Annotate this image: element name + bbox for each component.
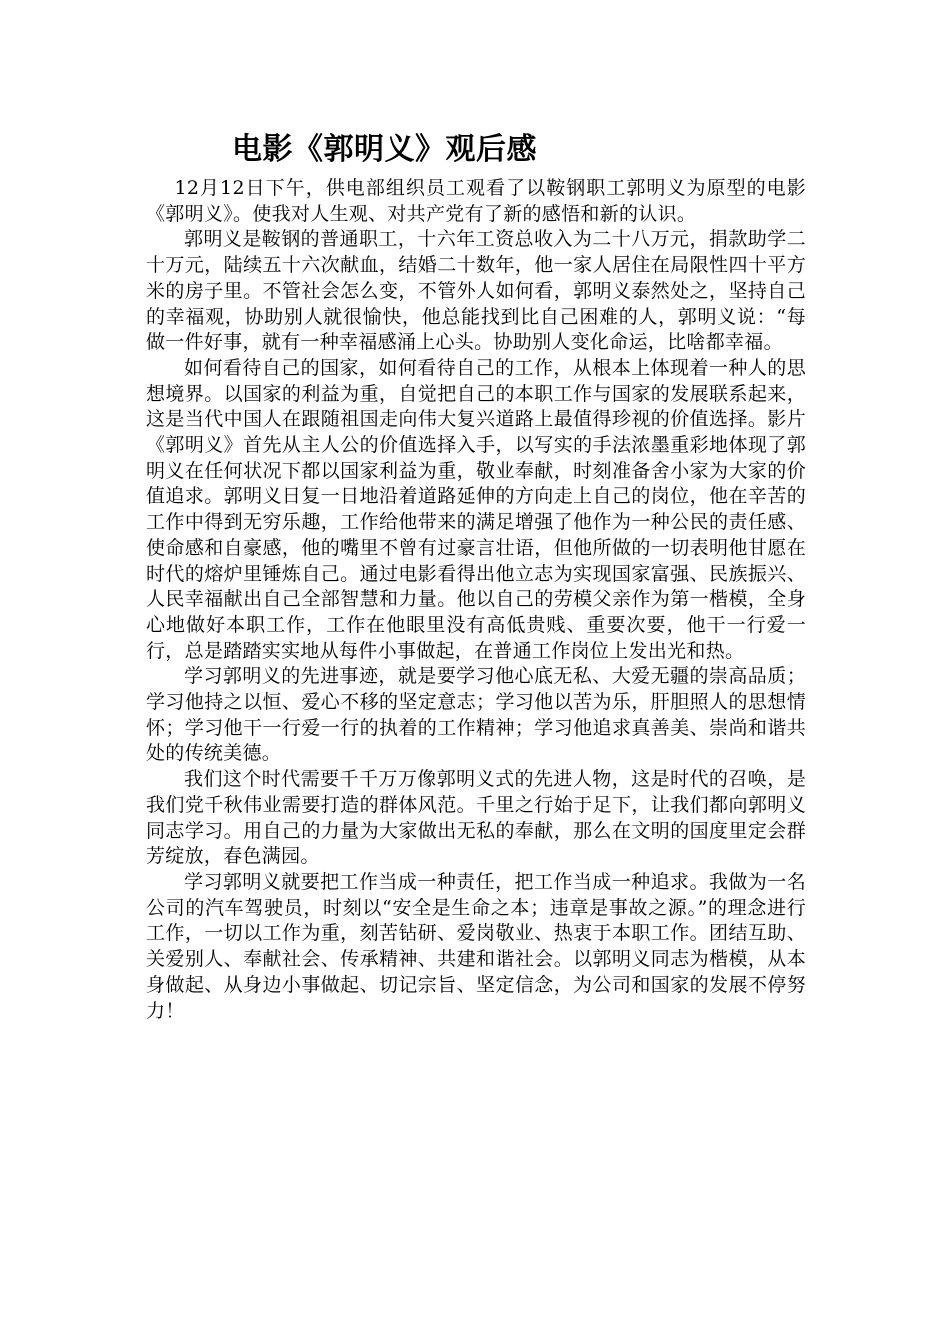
- paragraph-values: 如何看待自己的国家，如何看待自己的工作，从根本上体现着一种人的思想境界。以国家的利益为重，自觉把自己的本职工作与国家的发展联系起来，这是当代中国人在跟随祖国走向伟大复兴道路上最值得珍视的价值选择。影片《郭明义》首先从主人公的价值选择入手，以写实的手法浓墨重彩地体现了郭明义在任何状况下都以国家利益为重，敬业奉献，时刻准备舍小家为大家的价值追求。郭明义日复一日地沿着道路延伸的方向走上自己的岗位，他在辛苦的工作中得到无穷乐趣，工作给他带来的满足增强了他作为一种公民的责任感、使命感和自豪感，他的嘴里不曾有过豪言壮语，但他所做的一切表明他甘愿在时代的熔炉里锤炼自己。通过电影看得出他立志为实现国家富强、民族振兴、人民幸福献出自己全部智慧和力量。他以自己的劳模父亲作为第一楷模，全身心地做好本职工作，工作在他眼里没有高低贵贱、重要次要，他干一行爱一行，总是踏踏实实地从每件小事做起，在普通工作岗位上发出光和热。: [146, 356, 806, 662]
- paragraph-conclusion: 学习郭明义就要把工作当成一种责任，把工作当成一种追求。我做为一名公司的汽车驾驶员，时刻以“安全是生命之本；违章是事故之源。”的理念进行工作，一切以工作为重，刻苦钻研、爱岗敬业、热衷于本职工作。团结互助、关爱别人、奉献社会、传承精神、共建和谐社会。以郭明义同志为楷模，从本身做起、从身边小事做起、切记宗旨、坚定信念，为公司和国家的发展不停努力！: [146, 870, 806, 1022]
- paragraph-intro: 12月12日下午，供电部组织员工观看了以鞍钢职工郭明义为原型的电影《郭明义》。使我对人生观、对共产党有了新的感悟和新的认识。: [146, 177, 806, 225]
- paragraph-learning: 学习郭明义的先进事迹，就是要学习他心底无私、大爱无疆的崇高品质；学习他持之以恒、爱心不移的坚定意志；学习他以苦为乐，肝胆照人的思想情怀；学习他干一行爱一行的执着的工作精神；学习他追求真善美、崇尚和谐共处的传统美德。: [146, 665, 806, 765]
- paragraph-era: 我们这个时代需要千千万万像郭明义式的先进人物，这是时代的召唤，是我们党千秋伟业需要打造的群体风范。千里之行始于足下，让我们都向郭明义同志学习。用自己的力量为大家做出无私的奉献，那么在文明的国度里定会群芳绽放，春色满园。: [146, 768, 806, 868]
- document-title: 电影《郭明义》观后感: [232, 132, 537, 167]
- paragraph-profile: 郭明义是鞍钢的普通职工，十六年工资总收入为二十八万元，捐款助学二十万元，陆续五十六次献血，结婚二十数年，他一家人居住在局限性四十平方米的房子里。不管社会怎么变，不管外人如何看，郭明义泰然处之，坚持自己的幸福观，协助别人就很愉快，他总能找到比自己困难的人，郭明义说：“每做一件好事，就有一种幸福感涌上心头。协助别人变化命运，比啥都幸福。: [146, 228, 806, 354]
- document-body: [146, 128, 806, 1024]
